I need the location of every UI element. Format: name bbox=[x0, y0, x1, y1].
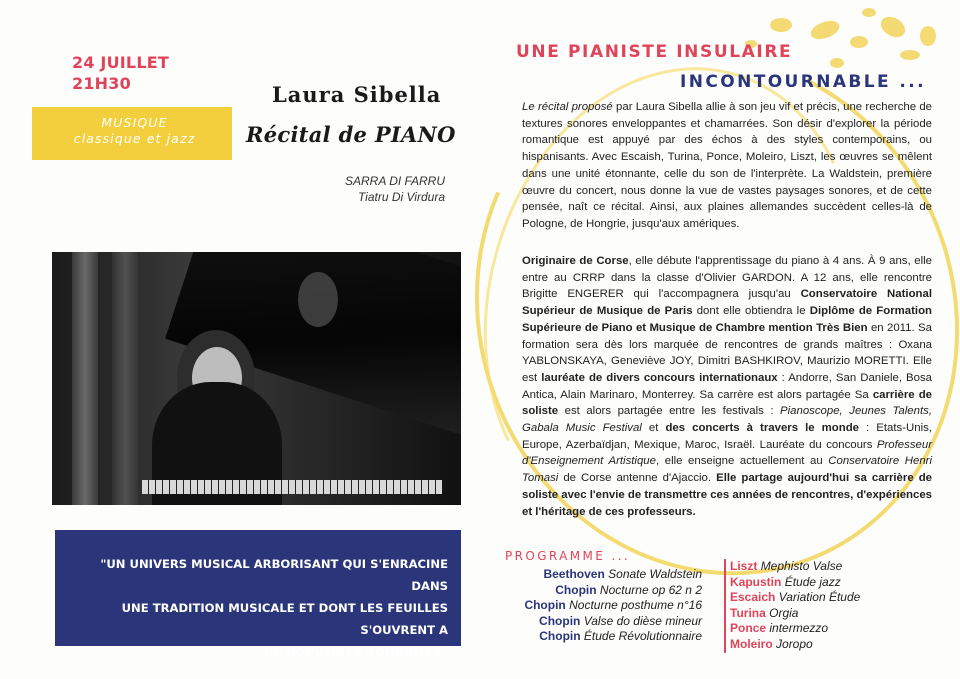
programme-item bbox=[440, 614, 702, 630]
venue-line-1: SARRA DI FARRU bbox=[344, 174, 445, 188]
bio-italic: Pianoscope, Jeunes Talents, Gabala Music Festival bbox=[522, 405, 932, 435]
composer: Kapustin bbox=[730, 574, 782, 589]
bio-italic: Conservatoire Henri Tomasi bbox=[522, 455, 932, 485]
work: Nocturne op 62 n 2 bbox=[599, 582, 702, 597]
decorative-splash bbox=[850, 36, 868, 48]
bio-text: : Andorre, San Daniele, Bosa Antica, Alain Marinaro, Monterrey. Sa carrère est alors partagée Sa bbox=[522, 371, 932, 401]
work: Variation Étude bbox=[778, 590, 861, 605]
decorative-splash bbox=[862, 8, 876, 17]
composer: Chopin bbox=[539, 613, 581, 628]
category-line-1: MUSIQUE bbox=[101, 115, 168, 130]
bio-text: et bbox=[641, 422, 666, 435]
programme-item bbox=[730, 575, 950, 591]
bio-bold: lauréate de divers concours internationaux bbox=[541, 371, 778, 384]
recital-text: par Laura Sibella allie à son jeu vif et précis, une recherche de textures sonores enveloppantes et chamarrées. Son désir d'explorer la période romantique est appuyé par des échos à des styles contemporains, ou hispanisants. Avec Escaish, Turina, Ponce, Moleiro, Liszt, les œuvres se mêlent dans une unité étonnante, celle du son de l'interprète. La Waldstein, première œuvre du concert, nous donne la vue de vastes paysages sonores, et de cette pensée, naît ce récital. Ainsi, aux plaines allemandes succèdent celles-là de Pologne, de Hongrie, jusqu'aux amériques. bbox=[522, 101, 933, 230]
work: Orgia bbox=[769, 605, 799, 620]
decorative-splash bbox=[877, 13, 909, 42]
lid-reflection bbox=[298, 272, 338, 327]
programme-item bbox=[440, 583, 702, 599]
event-date: 24 JUILLET bbox=[72, 53, 169, 72]
event-time: 21H30 bbox=[72, 74, 131, 93]
work: Mephisto Valse bbox=[760, 559, 843, 573]
quote bbox=[70, 553, 448, 663]
programme-item bbox=[440, 629, 702, 645]
heading-line-1: UNE PIANISTE INSULAIRE bbox=[516, 42, 793, 62]
work: intermezzo bbox=[769, 621, 829, 636]
quote-line-1: "UN UNIVERS MUSICAL ARBORISANT QUI S'ENRACINE DANS bbox=[100, 557, 448, 593]
programme-right-column bbox=[724, 559, 950, 653]
bio-text: dont elle obtiendra le bbox=[692, 305, 810, 318]
composer: Ponce bbox=[730, 621, 767, 636]
composer: Chopin bbox=[555, 582, 597, 597]
venue bbox=[300, 173, 445, 205]
bio-italic: Professeur d'Enseignement Artistique bbox=[522, 438, 932, 468]
work: Nocturne posthume n°16 bbox=[569, 598, 702, 613]
bio-bold: des concerts à travers le monde bbox=[665, 422, 859, 435]
recital-lead: Le récital proposé bbox=[522, 101, 613, 113]
work: Joropo bbox=[776, 636, 813, 651]
programme-title: PROGRAMME ... bbox=[505, 549, 631, 563]
artist-biography bbox=[522, 253, 932, 520]
bio-text: , elle débute l'apprentissage du piano à 4 ans. À 9 ans, elle entre au CRRP dans la classe d'Olivier GARDON. A 12 ans, elle rencontre Brigitte ENGERER qui l'accompagnera jusqu'au bbox=[522, 255, 932, 301]
bio-bold: Elle partage aujourd'hui sa carrière de soliste avec l'envie de transmettre ces années de rencontres, d'expériences et l'héritage de ces professeurs. bbox=[522, 472, 932, 518]
quote-line-2: UNE TRADITION MUSICALE ET DONT LES FEUILLES S'OUVRENT A bbox=[121, 601, 448, 637]
quote-line-3: DE NOUVELLES SONORITES" bbox=[264, 645, 448, 659]
bio-text: en 2011. Sa formation sera dès lors marquée de rencontres de grands maîtres : Oxana YABLONSKAYA, Geneviève JOY, Dimitri BASHKIROV, Maurizio MORETTI. Elle est bbox=[522, 321, 932, 384]
decorative-splash bbox=[830, 58, 844, 68]
programme-left-column bbox=[440, 567, 702, 645]
composer: Escaich bbox=[730, 590, 776, 605]
decorative-splash bbox=[920, 26, 936, 46]
decorative-splash bbox=[770, 18, 792, 32]
bio-text: : Etats-Unis, Europe, Azerbaïdjan, Mexique, Maroc, Israël. Lauréate du concours bbox=[522, 422, 932, 451]
bio-bold: carrière de soliste bbox=[522, 388, 933, 418]
programme-item bbox=[440, 567, 702, 583]
decorative-splash bbox=[900, 50, 920, 60]
event-title: Récital de PIANO bbox=[246, 122, 456, 147]
category-label bbox=[42, 115, 227, 147]
bio-text: de Corse antenne d'Ajaccio. bbox=[558, 472, 717, 485]
work: Étude Révolutionnaire bbox=[583, 629, 702, 644]
work: Étude jazz bbox=[784, 574, 841, 589]
event-datetime bbox=[72, 52, 169, 94]
bio-bold: Originaire de Corse bbox=[522, 255, 629, 267]
work: Valse do dièse mineur bbox=[583, 613, 702, 628]
composer: Turina bbox=[730, 605, 766, 620]
decorative-splash bbox=[808, 17, 842, 42]
artist-name: Laura Sibella bbox=[272, 82, 442, 107]
composer: Beethoven bbox=[543, 567, 605, 581]
venue-line-2: Tiatru Di Virdura bbox=[357, 190, 445, 204]
composer: Chopin bbox=[524, 598, 566, 613]
bio-text: est alors partagée entre les festivals : bbox=[558, 405, 781, 418]
composer: Moleiro bbox=[730, 636, 773, 651]
heading-line-2: INCONTOURNABLE ... bbox=[680, 72, 926, 92]
recital-description bbox=[522, 99, 932, 233]
programme-item bbox=[730, 606, 950, 622]
work: Sonate Waldstein bbox=[608, 567, 702, 581]
programme-item bbox=[730, 621, 950, 637]
piano-keys bbox=[142, 480, 442, 494]
bio-bold: Conservatoire National Supérieur de Musique de Paris bbox=[522, 288, 932, 318]
programme-item bbox=[730, 590, 950, 606]
pianist-photo bbox=[52, 252, 461, 505]
programme-item bbox=[440, 598, 702, 614]
composer: Liszt bbox=[730, 559, 758, 573]
bio-text: , elle enseigne actuellement au bbox=[655, 455, 829, 468]
category-line-2: classique et jazz bbox=[73, 131, 196, 146]
bio-bold: Diplôme de Formation Supérieure de Piano et Musique de Chambre mention Très Bien bbox=[522, 305, 932, 334]
programme-item bbox=[730, 559, 950, 575]
programme-item bbox=[730, 637, 950, 653]
composer: Chopin bbox=[539, 629, 581, 644]
